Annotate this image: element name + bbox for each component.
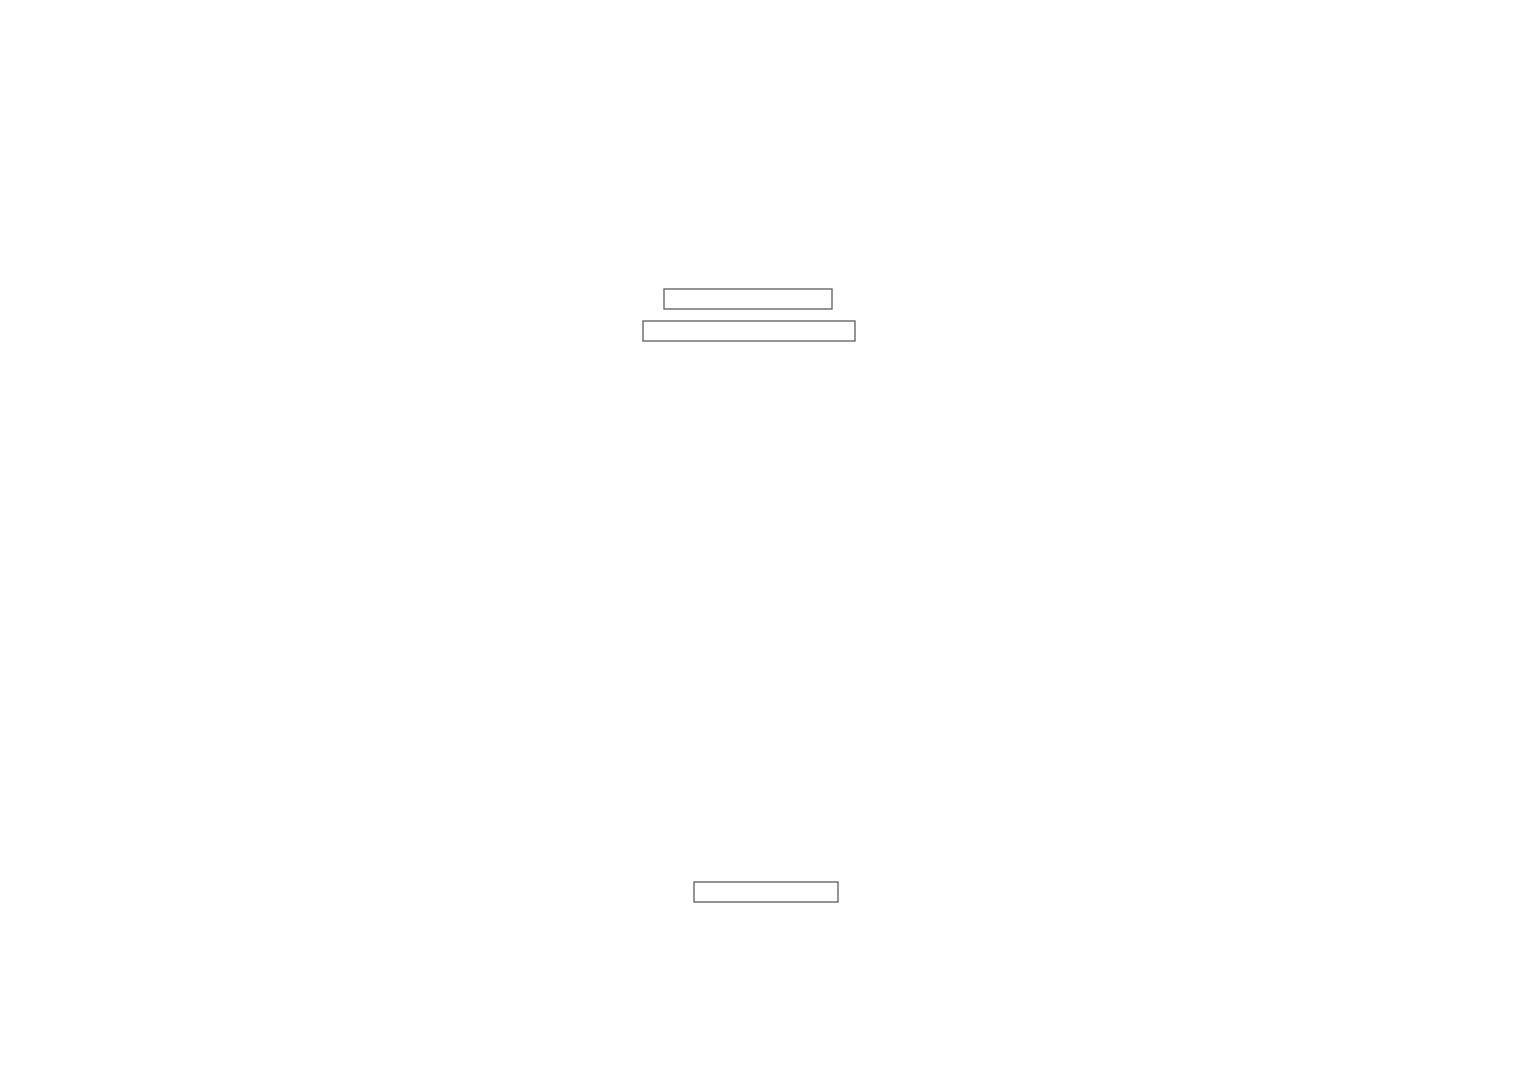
headquarters-box	[643, 321, 855, 341]
site-box	[694, 882, 838, 902]
root-box	[664, 289, 832, 309]
